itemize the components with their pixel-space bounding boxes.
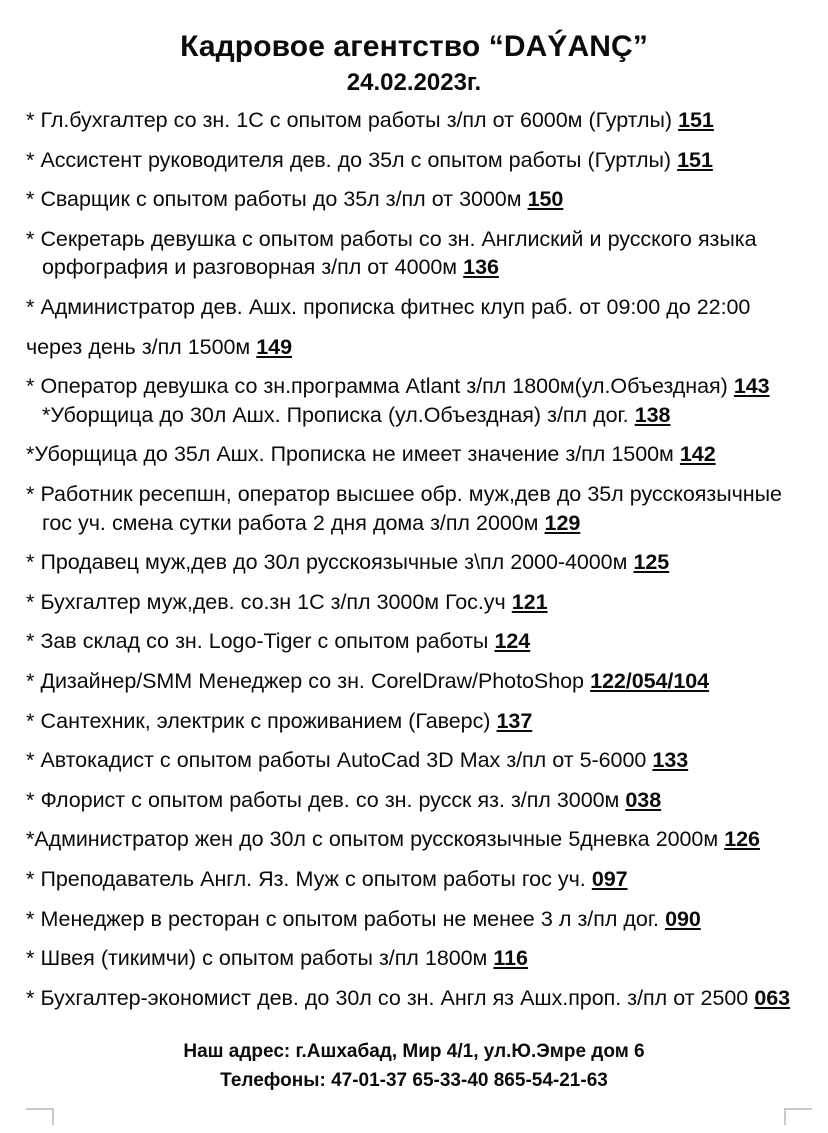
page-corner-mark-bottom-left — [26, 1108, 54, 1125]
job-listing-text: * Гл.бухгалтер со зн. 1С с опытом работы з/пл от 6000м (Гуртлы) — [26, 108, 679, 133]
list-item — [26, 480, 802, 537]
job-listing-code: 136 — [463, 255, 499, 280]
job-listing-code: 150 — [527, 187, 564, 212]
job-listing-code: 126 — [724, 827, 760, 852]
job-listing-code: 137 — [496, 708, 533, 733]
job-listing-code: 151 — [678, 108, 714, 133]
job-listing-text: * Сантехник, электрик с проживанием (Гаверс) — [26, 708, 497, 733]
job-listing-text: * Работник ресепшн, оператор высшее обр. муж,дев до 35л русскоязычные гос уч. смена сутки работа 2 дня дома з/пл 2000м — [26, 482, 782, 535]
document-date: 24.02.2023г. — [346, 68, 482, 96]
job-listing-text: * Оператор девушка со зн.программа Atlant з/пл 1800м(ул.Объездная) — [26, 374, 734, 399]
job-listing-text: * Ассистент руководителя дев. до 35л с опытом работы (Гуртлы) — [26, 147, 678, 172]
list-item — [26, 944, 802, 973]
document-footer — [0, 1038, 828, 1095]
job-listing-code: 142 — [679, 442, 716, 467]
list-item — [26, 185, 802, 214]
job-listing-code: 121 — [511, 589, 548, 614]
job-listing-code: 125 — [633, 550, 670, 575]
list-item — [26, 106, 802, 135]
list-item — [26, 984, 802, 1013]
job-listing-code: 129 — [544, 510, 581, 535]
list-item — [26, 146, 802, 175]
job-listing-code: 122/054/104 — [590, 669, 710, 693]
job-listing-text: * Бухгалтер муж,дев. со.зн 1С з/пл 3000м Гос.уч — [26, 589, 512, 614]
job-listing-text: *Уборщица до 35л Ашх. Прописка не имеет значение з/пл 1500м — [26, 442, 680, 467]
job-listing-text: через день з/пл 1500м — [26, 334, 257, 359]
job-listing-code: 090 — [665, 906, 701, 931]
list-item — [26, 372, 802, 429]
job-listing-code: 097 — [591, 866, 628, 891]
job-listing-text: *Администратор жен до 30л с опытом русскоязычные 5дневка 2000м — [26, 827, 725, 852]
list-item — [26, 865, 802, 894]
job-listing-text: * Флорист с опытом работы дев. со зн. русск яз. з/пл 3000м — [26, 787, 626, 812]
agency-brand-name: “DAÝANÇ” — [488, 30, 648, 63]
job-listing-text: * Продавец муж,дев до 30л русскоязычные з\пл 2000-4000м — [26, 550, 634, 575]
job-listing-code: 143 — [733, 374, 770, 399]
job-listing-text: * Бухгалтер-экономист дев. до 30л со зн. Англ яз Ашх.проп. з/пл от 2500 — [26, 985, 755, 1010]
job-listing-code: 116 — [493, 946, 528, 971]
job-listing-text: *Уборщица до 30л Ашх. Прописка (ул.Объездная) з/пл дог. — [42, 402, 635, 427]
list-item — [26, 627, 802, 656]
list-item — [26, 786, 802, 815]
list-item — [26, 825, 802, 854]
list-item — [26, 588, 802, 617]
page-title-prefix: Кадровое агентство — [180, 30, 489, 63]
list-item — [26, 333, 802, 362]
job-listing-text: * Сварщик с опытом работы до 35л з/пл от 3000м — [26, 187, 528, 212]
list-item — [26, 707, 802, 736]
job-listing-text: * Преподаватель Англ. Яз. Муж с опытом работы гос уч. — [26, 866, 592, 891]
job-listing-text: * Дизайнер/SMM Менеджер со зн. CorelDraw/PhotoShop — [26, 669, 591, 693]
list-item — [26, 548, 802, 577]
list-item — [26, 746, 802, 775]
list-item — [26, 293, 802, 322]
list-item — [26, 667, 802, 696]
job-listing-text: * Швея (тикимчи) с опытом работы з/пл 1800м — [26, 946, 494, 971]
page-corner-mark-bottom-right — [784, 1108, 812, 1125]
job-listing-code: 149 — [256, 334, 292, 359]
job-listing-code: 124 — [494, 629, 531, 654]
job-listing-text: * Зав склад со зн. Logo-Tiger с опытом работы — [26, 629, 495, 654]
document-header — [0, 0, 828, 96]
job-listing-code: 151 — [677, 147, 713, 172]
footer-address: Наш адрес: г.Ашхабад, Мир 4/1, ул.Ю.Эмре дом 6 — [183, 1041, 645, 1062]
job-listing-code: 133 — [652, 748, 689, 773]
footer-phones: Телефоны: 47-01-37 65-33-40 865-54-21-63 — [220, 1069, 608, 1091]
job-listing-list — [0, 96, 828, 1012]
job-listing-text: * Администратор дев. Ашх. прописка фитнес клуп раб. от 09:00 до 22:00 — [26, 295, 751, 320]
job-listing-text: * Автокадист с опытом работы AutoCad 3D Max з/пл от 5-6000 — [26, 748, 653, 773]
job-listing-text: * Менеджер в ресторан с опытом работы не менее 3 л з/пл дог. — [26, 906, 666, 931]
job-listing-code: 038 — [625, 787, 662, 812]
list-item — [26, 905, 802, 934]
job-listing-code: 063 — [754, 985, 791, 1010]
list-item — [26, 440, 802, 469]
job-listing-code: 138 — [634, 402, 671, 427]
list-item — [26, 225, 802, 282]
page-title — [0, 30, 828, 65]
job-listing-text: * Секретарь девушка с опытом работы со зн. Англиский и русского языка орфография и разговорная з/пл от 4000м — [26, 226, 757, 280]
